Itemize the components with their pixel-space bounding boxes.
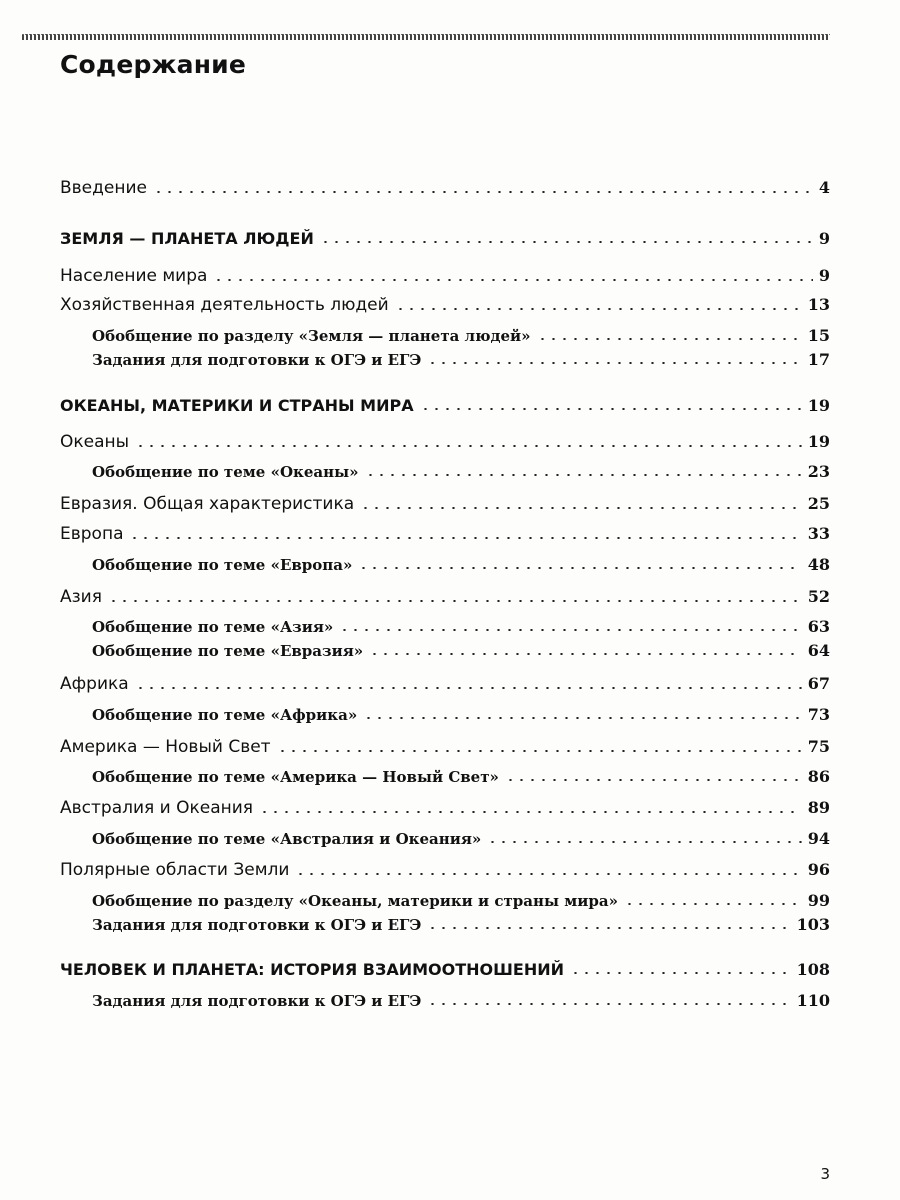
toc-entry-page: 63	[807, 617, 830, 636]
toc-entry[interactable]	[60, 266, 830, 286]
toc-entry-page: 75	[807, 737, 830, 756]
leader-dots	[427, 1003, 790, 1005]
toc-entry-page: 25	[807, 494, 830, 513]
toc-entry-title: ЗЕМЛЯ — ПЛАНЕТА ЛЮДЕЙ	[60, 229, 314, 248]
toc-entry-page: 94	[807, 829, 830, 848]
toc-entry-title: Задания для подготовки к ОГЭ и ЕГЭ	[92, 992, 422, 1010]
toc-entry-page: 9	[818, 229, 830, 248]
toc-entry-title: ОКЕАНЫ, МАТЕРИКИ И СТРАНЫ МИРА	[60, 396, 414, 415]
toc-part-heading[interactable]	[60, 396, 830, 415]
toc-entry-title: Обобщение по теме «Океаны»	[92, 463, 359, 481]
toc-entry[interactable]	[60, 798, 830, 818]
toc-entry-page: 33	[807, 524, 830, 543]
toc-entry-page: 86	[807, 767, 830, 786]
toc-entry[interactable]	[60, 674, 830, 694]
toc-entry-page: 23	[807, 462, 830, 481]
toc-entry-title: Обобщение по теме «Европа»	[92, 556, 353, 574]
toc-entry-page: 19	[807, 432, 830, 451]
toc-entry-page: 73	[807, 705, 830, 724]
leader-dots	[259, 811, 802, 813]
leader-dots	[213, 279, 812, 281]
toc-entry-title: Азия	[60, 587, 102, 607]
toc-entry-title: Задания для подготовки к ОГЭ и ЕГЭ	[92, 351, 422, 369]
leader-dots	[369, 653, 802, 655]
toc-entry-title: Америка — Новый Свет	[60, 737, 271, 757]
leader-dots	[358, 567, 801, 569]
toc-subentry[interactable]	[92, 326, 830, 345]
leader-dots	[537, 338, 802, 340]
leader-dots	[427, 927, 790, 929]
toc-entry-title: ЧЕЛОВЕК И ПЛАНЕТА: ИСТОРИЯ ВЗАИМООТНОШЕНИЙ	[60, 960, 565, 979]
toc-entry-page: 52	[807, 587, 830, 606]
toc-entry-page: 13	[807, 295, 830, 314]
leader-dots	[339, 629, 801, 631]
leader-dots	[395, 308, 802, 310]
toc-entry-title: Австралия и Океания	[60, 798, 254, 818]
toc-entry-page: 99	[807, 891, 830, 910]
toc-entry[interactable]	[60, 432, 830, 452]
toc-subentry[interactable]	[92, 705, 830, 724]
leader-dots	[487, 841, 801, 843]
toc-entry-title: Введение	[60, 178, 147, 198]
toc-entry-page: 108	[796, 960, 830, 979]
toc-entry-title: Хозяйственная деятельность людей	[60, 295, 389, 315]
toc-entry-page: 110	[796, 991, 830, 1010]
leader-dots	[277, 750, 802, 752]
toc-subentry[interactable]	[92, 767, 830, 786]
leader-dots	[295, 873, 801, 875]
toc-entry-page: 19	[807, 396, 830, 415]
toc-subentry[interactable]	[92, 891, 830, 910]
toc-entry-title: Обобщение по теме «Евразия»	[92, 642, 364, 660]
toc-entry-title: Африка	[60, 674, 129, 694]
toc-subentry[interactable]	[92, 555, 830, 574]
toc-part-heading[interactable]	[60, 229, 830, 248]
leader-dots	[108, 600, 802, 602]
leader-dots	[420, 408, 802, 410]
toc-subentry[interactable]	[92, 641, 830, 660]
toc-entry-title: Евразия. Общая характеристика	[60, 494, 355, 514]
toc-entry-title: Полярные области Земли	[60, 860, 290, 880]
toc-entry-page: 48	[807, 555, 830, 574]
toc-entry-title: Обобщение по теме «Америка — Новый Свет»	[92, 768, 499, 786]
page-title: Содержание	[60, 50, 247, 79]
top-decorative-rule	[22, 34, 830, 40]
toc-entry-title: Задания для подготовки к ОГЭ и ЕГЭ	[92, 916, 422, 934]
leader-dots	[135, 445, 802, 447]
leader-dots	[624, 903, 802, 905]
toc-entry-page: 4	[818, 178, 830, 197]
toc-entry-title: Обобщение по разделу «Океаны, материки и страны мира»	[92, 892, 618, 910]
toc-entry-title: Обобщение по теме «Азия»	[92, 618, 334, 636]
toc-entry[interactable]	[60, 178, 830, 198]
toc-entry-title: Обобщение по теме «Африка»	[92, 706, 358, 724]
toc-entry-page: 64	[807, 641, 830, 660]
toc-entry-page: 103	[796, 915, 830, 934]
toc-entry-title: Океаны	[60, 432, 130, 452]
toc-entry[interactable]	[60, 860, 830, 880]
leader-dots	[360, 507, 802, 509]
toc-part-heading[interactable]	[60, 960, 830, 979]
leader-dots	[505, 779, 802, 781]
toc-subentry[interactable]	[92, 617, 830, 636]
toc-entry-page: 15	[807, 326, 830, 345]
toc-entry[interactable]	[60, 295, 830, 315]
toc-entry-title: Обобщение по теме «Австралия и Океания»	[92, 830, 482, 848]
toc-subentry[interactable]	[92, 915, 830, 934]
toc-entry[interactable]	[60, 494, 830, 514]
leader-dots	[570, 972, 791, 974]
toc-subentry[interactable]	[92, 462, 830, 481]
page-number: 3	[820, 1165, 830, 1183]
toc-entry[interactable]	[60, 737, 830, 757]
leader-dots	[320, 241, 813, 243]
leader-dots	[363, 717, 802, 719]
leader-dots	[365, 474, 802, 476]
toc-entry[interactable]	[60, 587, 830, 607]
toc-entry-title: Население мира	[60, 266, 208, 286]
toc-entry-page: 89	[807, 798, 830, 817]
leader-dots	[427, 362, 801, 364]
toc-subentry[interactable]	[92, 991, 830, 1010]
leader-dots	[135, 687, 802, 689]
toc-entry-title: Обобщение по разделу «Земля — планета людей»	[92, 327, 531, 345]
toc-entry-page: 17	[807, 350, 830, 369]
toc-entry-page: 67	[807, 674, 830, 693]
leader-dots	[153, 191, 813, 193]
toc-entry[interactable]	[60, 524, 830, 544]
toc-subentry[interactable]	[92, 350, 830, 369]
toc-entry-page: 96	[807, 860, 830, 879]
leader-dots	[129, 537, 801, 539]
toc-entry-page: 9	[818, 266, 830, 285]
toc-subentry[interactable]	[92, 829, 830, 848]
toc-entry-title: Европа	[60, 524, 124, 544]
